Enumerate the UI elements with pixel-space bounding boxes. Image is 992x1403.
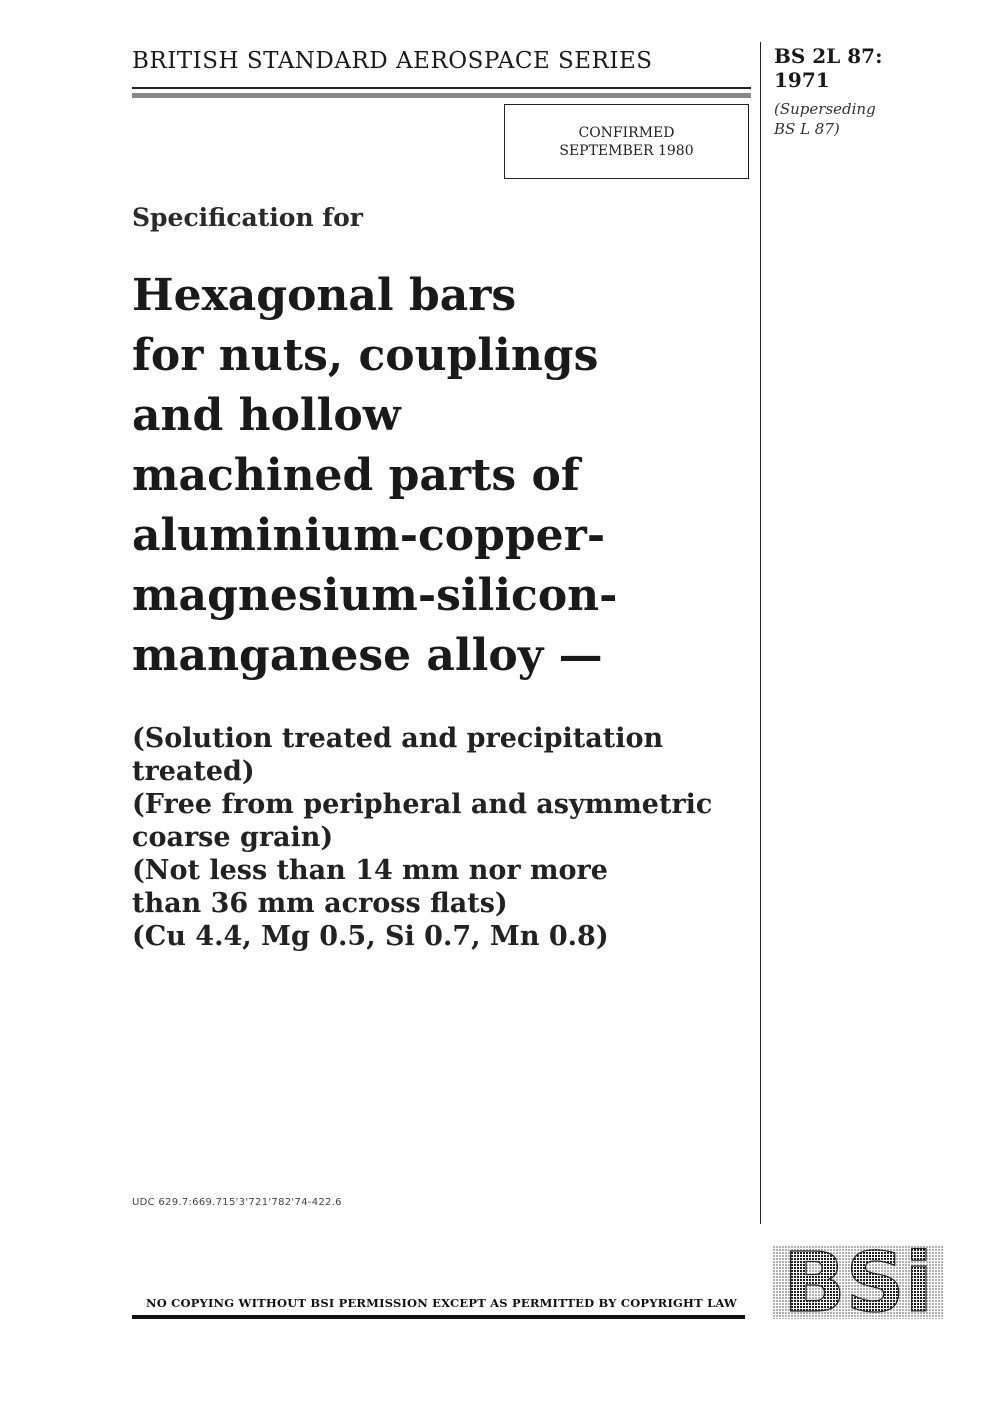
bsi-logo [770,1243,946,1321]
subtitle-line: (Not less than 14 mm nor more [132,855,608,886]
footer-rule [132,1315,745,1319]
title-line: manganese alloy — [132,630,603,681]
supersedes-line-2: BS L 87) [774,120,840,138]
vertical-divider [760,42,761,1224]
title-line: aluminium-copper- [132,510,606,561]
confirmed-box [504,104,749,179]
header-rule [132,87,751,89]
standard-year: 1971 [774,68,830,92]
document-subtitle [132,722,752,953]
subtitle-line: (Free from peripheral and asymmetric [132,789,713,820]
header-rule-grey [132,93,751,98]
subtitle-line: treated) [132,756,255,787]
standard-number: BS 2L 87: [774,44,883,68]
bsi-logo-graphic [770,1243,946,1321]
logo-text: BSi [783,1243,933,1321]
document-title [132,266,752,686]
title-line: for nuts, couplings [132,330,599,381]
title-line: Hexagonal bars [132,270,517,321]
subtitle-line: (Cu 4.4, Mg 0.5, Si 0.7, Mn 0.8) [132,921,609,952]
copyright-notice: NO COPYING WITHOUT BSI PERMISSION EXCEPT AS PERMITTED BY COPYRIGHT LAW [146,1296,738,1310]
specification-for: Specification for [132,203,363,232]
subtitle-line: coarse grain) [132,822,334,853]
series-title: BRITISH STANDARD AEROSPACE SERIES [132,48,653,74]
subtitle-line: than 36 mm across flats) [132,888,508,919]
subtitle-line: (Solution treated and precipitation [132,723,664,754]
title-line: machined parts of [132,450,580,501]
title-line: and hollow [132,390,401,441]
supersedes-note [774,99,984,139]
standard-reference [774,44,984,92]
confirmed-label: CONFIRMED [578,124,675,141]
title-line: magnesium-silicon- [132,570,618,621]
confirmed-date: SEPTEMBER 1980 [559,142,694,159]
udc-classification: UDC 629.7:669.715'3'721'782'74-422.6 [132,1197,342,1208]
supersedes-line-1: (Superseding [774,100,876,118]
